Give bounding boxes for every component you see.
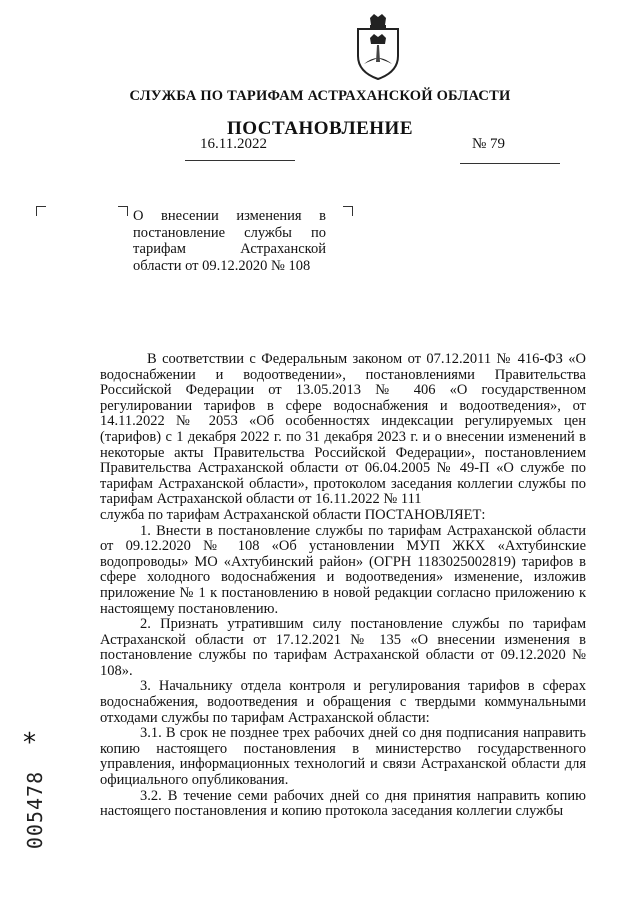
item-1-paragraph: 1. Внести в постановление службы по тарифам Астраханской области от 09.12.2020 № 108 «Об установлении МУП ЖКХ «Ахтубинские водопроводы» МО «Ахтубинский район» (ОГРН 1183025002819) тарифов в сфере холодного водоснабжения и водоотведения» изменение, изложив приложение № 1 к постановлению в новой редакции согласно приложению к настоящему постановлению. [100,522,586,617]
item-3-1-paragraph: 3.1. В срок не позднее трех рабочих дней со дня подписания направить копию настоящего постановления в министерство государственного управления, информационных технологий и связи Астраханской области для официального опубликования. [100,725,586,789]
item-3-paragraph: 3. Начальнику отдела контроля и регулирования тарифов в сферах водоснабжения, водоотведения и обращения с твердыми коммунальными отходами службы по тарифам Астраханской области: [100,678,586,726]
document-subject: О внесении изменения в постановление службы по тарифам Астраханской области от 09.12.2020 № 108 [133,208,326,274]
corner-mark-subject-right [343,206,353,216]
corner-mark-left [36,206,46,216]
organization-name: СЛУЖБА ПО ТАРИФАМ АСТРАХАНСКОЙ ОБЛАСТИ [129,88,511,104]
margin-registration-stamp [20,760,50,860]
item-2-paragraph: 2. Признать утратившим силу постановление службы по тарифам Астраханской области от 17.12.2021 № 135 «О внесении изменения в постановление службы по тарифам Астраханской области от 09.12.2020 № 108». [100,616,586,679]
registration-number: 005478 [23,770,47,850]
document-type: ПОСТАНОВЛЕНИЕ [226,118,414,139]
coat-of-arms-icon [350,12,406,82]
item-3-2-paragraph: 3.2. В течение семи рабочих дней со дня принятия направить копию настоящего постановления и копию протокола заседания коллегии службы [100,787,586,820]
document-date: 16.11.2022 [200,136,267,152]
corner-mark-subject-left [118,206,128,216]
preamble-paragraph: В соответствии с Федеральным законом от 07.12.2011 № 416-ФЗ «О водоснабжении и водоотведении», постановлениями Правительства Российской Федерации от 13.05.2013 № 406 «О государственном регулировании тарифов в сфере водоснабжения и водоотведения», от 14.11.2022 № 2053 «Об особенностях индексации регулируемых цен (тарифов) с 1 декабря 2022 г. по 31 декабря 2023 г. и о внесении изменений в некоторые акты Правительства Российской Федерации», постановлением Правительства Астраханской области от 06.04.2005 № 49-П «О службе по тарифам Астраханской области», протоколом заседания коллегии службы по тарифам Астраханской области от 16.11.2022 № 111 [100,351,586,508]
document-body [100,352,586,820]
margin-star-mark: * [23,728,36,758]
date-underline [185,160,295,161]
resolves-line: служба по тарифам Астраханской области ПОСТАНОВЛЯЕТ: [100,506,486,523]
number-underline [460,163,560,164]
document-number: № 79 [472,136,506,152]
